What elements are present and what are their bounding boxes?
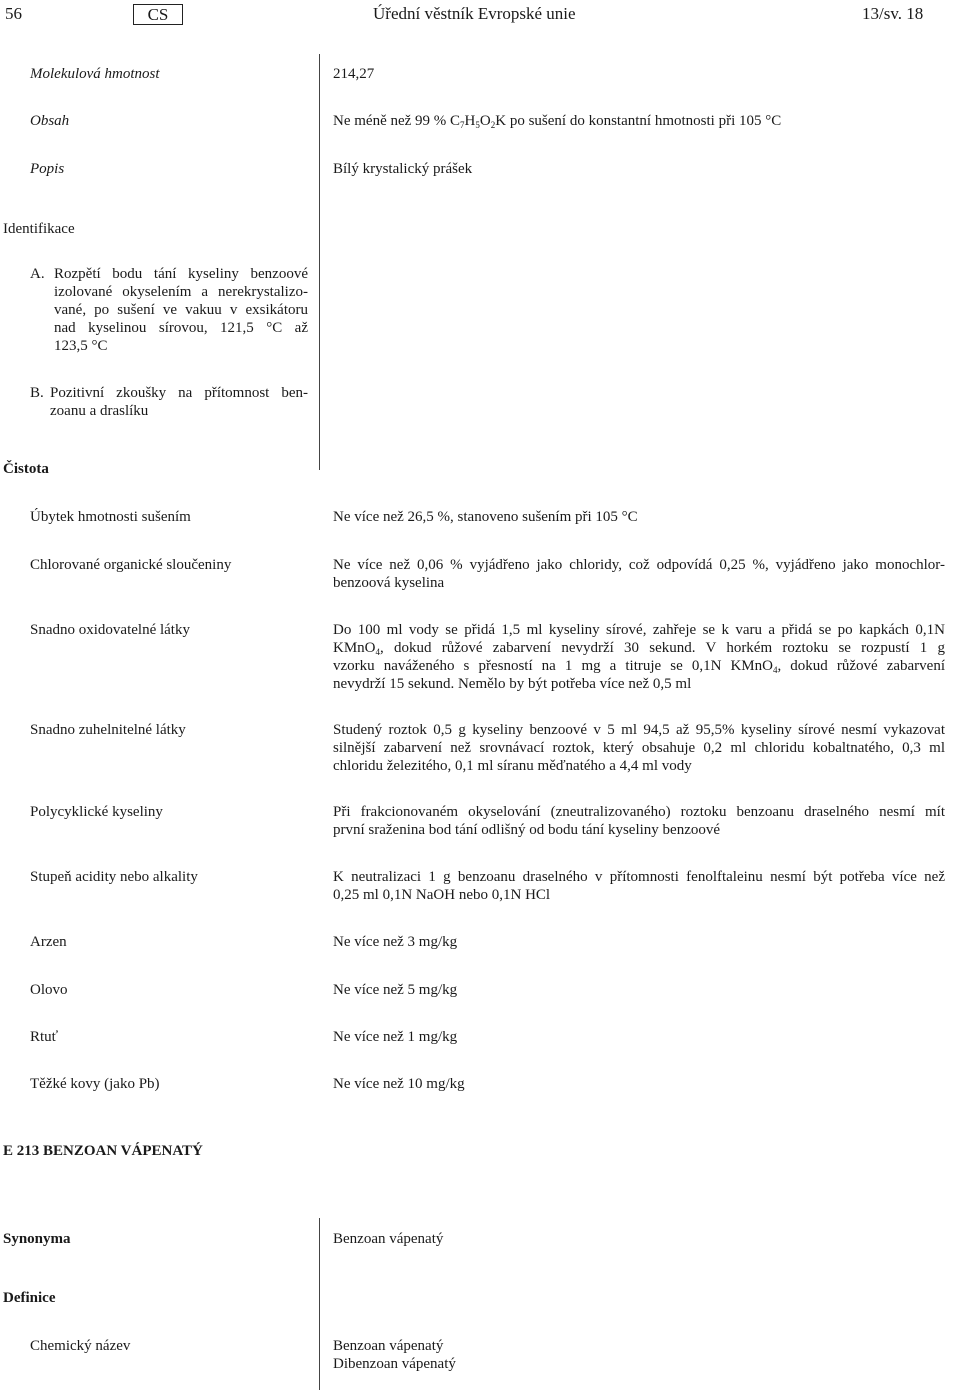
identification-a-text: Rozpětí bodu tání kyseliny benzoové izolované okyselením a nerekrystalizo- vané, po sušení ve vakuu v exsikátoru nad kyselinou sírovou, 121,5 °C až 123,5 °C bbox=[54, 266, 308, 354]
volume-number: 13/sv. 18 bbox=[862, 4, 924, 23]
oxidizable-substances-label: Snadno oxidovatelné látky bbox=[30, 622, 190, 638]
identification-b-text: Pozitivní zkoušky na přítomnost ben- zoanu a draslíku bbox=[50, 385, 308, 419]
assay-label: Obsah bbox=[30, 113, 70, 129]
synonyms-value: Benzoan vápenatý bbox=[333, 1231, 444, 1247]
polycyclic-acids-value: Při frakcionovaném okyselování (zneutralizovaného) roztoku benzoanu draselného nesmí mít první sraženina bod tání odlišný od bodu tání kyseliny benzoové bbox=[333, 804, 945, 838]
journal-title: Úřední věstník Evropské unie bbox=[373, 4, 576, 23]
oxidizable-substances-value: Do 100 ml vody se přidá 1,5 ml kyseliny sírové, zahřeje se k varu a přidá se po kapkách 0,1N KMnO$_4$, dokud růžové zabarvení nevydrží 30 sekund. V horkém roztoku se rozpustí 1 g vzorku naváženého s přesností na 1 mg a titruje se 0,1N KMnO$_4$, dokud růžové zabarvení nevydrží 15 sekund. Nemělo by být potřeba více než 0,5 ml bbox=[333, 622, 945, 692]
definition-label: Definice bbox=[3, 1290, 56, 1306]
description-label: Popis bbox=[30, 161, 65, 177]
description-value: Bílý krystalický prášek bbox=[333, 161, 473, 177]
page-number: 56 bbox=[5, 4, 22, 23]
arsenic-value: Ne více než 3 mg/kg bbox=[333, 934, 458, 950]
chlorinated-compounds-value: Ne více než 0,06 % vyjádřeno jako chloridy, což odpovídá 0,25 %, vyjádřeno jako monochlor- benzoová kyselina bbox=[333, 557, 945, 591]
molecular-weight-value: 214,27 bbox=[333, 66, 375, 82]
chlorinated-compounds-label: Chlorované organické sloučeniny bbox=[30, 557, 232, 573]
loss-on-drying-label: Úbytek hmotnosti sušením bbox=[30, 509, 191, 525]
column-divider-bottom bbox=[319, 1218, 320, 1390]
identification-a-letter: A. bbox=[30, 266, 45, 282]
identification-b-letter: B. bbox=[30, 385, 44, 401]
carbonizable-substances-value: Studený roztok 0,5 g kyseliny benzoové v 5 ml 94,5 až 95,5% kyseliny sírové nesmí vykazovat silnější zabarvení než srovnávací roztok, který obsahuje 0,2 ml chloridu kobaltnatého, 0,3 ml chloridu železitého, 0,1 ml síranu měďnatého a 4,4 ml vody bbox=[333, 722, 945, 774]
heavy-metals-label: Těžké kovy (jako Pb) bbox=[30, 1076, 160, 1092]
arsenic-label: Arzen bbox=[30, 934, 67, 950]
lead-value: Ne více než 5 mg/kg bbox=[333, 982, 458, 998]
additive-heading: E 213 BENZOAN VÁPENATÝ bbox=[3, 1143, 203, 1159]
lead-label: Olovo bbox=[30, 982, 68, 998]
synonyms-label: Synonyma bbox=[3, 1231, 71, 1247]
column-divider-top bbox=[319, 54, 320, 470]
acidity-alkalinity-label: Stupeň acidity nebo alkality bbox=[30, 869, 198, 885]
heavy-metals-value: Ne více než 10 mg/kg bbox=[333, 1076, 465, 1092]
identification-heading: Identifikace bbox=[3, 221, 75, 237]
purity-heading: Čistota bbox=[3, 461, 49, 477]
chemical-name-label: Chemický název bbox=[30, 1338, 131, 1354]
mercury-value: Ne více než 1 mg/kg bbox=[333, 1029, 458, 1045]
polycyclic-acids-label: Polycyklické kyseliny bbox=[30, 804, 163, 820]
loss-on-drying-value: Ne více než 26,5 %, stanoveno sušením při 105 °C bbox=[333, 509, 638, 525]
chemical-name-value: Benzoan vápenatý Dibenzoan vápenatý bbox=[333, 1338, 456, 1372]
molecular-weight-label: Molekulová hmotnost bbox=[30, 66, 160, 82]
acidity-alkalinity-value: K neutralizaci 1 g benzoanu draselného v přítomnosti fenolftaleinu nesmí být potřeba více než 0,25 ml 0,1N NaOH nebo 0,1N HCl bbox=[333, 869, 945, 903]
mercury-label: Rtuť bbox=[30, 1029, 59, 1045]
assay-value: Ne méně než 99 % $C_7H_5O_2K$ po sušení do konstantní hmotnosti při 105 °C bbox=[333, 113, 782, 130]
carbonizable-substances-label: Snadno zuhelnitelné látky bbox=[30, 722, 186, 738]
language-badge: CS bbox=[133, 4, 183, 25]
